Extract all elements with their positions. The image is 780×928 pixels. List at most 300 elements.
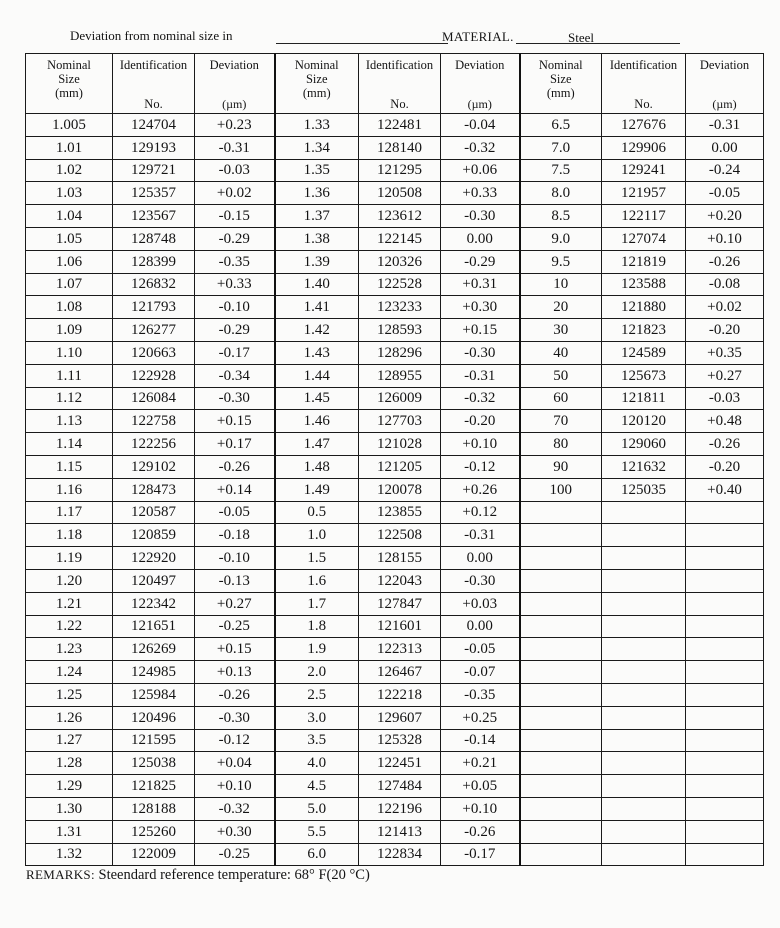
nominal-size-cell: 10 bbox=[520, 273, 602, 296]
nominal-size-cell: 90 bbox=[520, 455, 602, 478]
nominal-size-cell: 1.29 bbox=[26, 775, 113, 798]
nominal-size-cell: 1.32 bbox=[26, 843, 113, 866]
identification-no-cell: 129241 bbox=[602, 159, 686, 182]
identification-no-cell: 125260 bbox=[113, 820, 195, 843]
nominal-size-cell bbox=[520, 661, 602, 684]
identification-no-cell bbox=[602, 729, 686, 752]
identification-no-cell: 122528 bbox=[359, 273, 441, 296]
deviation-cell bbox=[686, 820, 764, 843]
deviation-cell: -0.24 bbox=[686, 159, 764, 182]
deviation-cell: -0.26 bbox=[195, 455, 275, 478]
identification-no-cell: 122218 bbox=[359, 683, 441, 706]
deviation-cell: -0.29 bbox=[441, 250, 520, 273]
nominal-size-cell: 1.5 bbox=[275, 547, 359, 570]
deviation-cell: -0.05 bbox=[441, 638, 520, 661]
deviation-cell: -0.30 bbox=[441, 341, 520, 364]
nominal-size-cell bbox=[520, 797, 602, 820]
table-row bbox=[26, 661, 764, 684]
identification-no-cell: 121651 bbox=[113, 615, 195, 638]
identification-no-cell bbox=[602, 501, 686, 524]
nominal-size-cell: 1.46 bbox=[275, 410, 359, 433]
deviation-cell: +0.15 bbox=[195, 638, 275, 661]
nominal-size-cell bbox=[520, 752, 602, 775]
deviation-cell: -0.20 bbox=[441, 410, 520, 433]
deviation-cell: -0.32 bbox=[441, 136, 520, 159]
identification-no-cell: 122009 bbox=[113, 843, 195, 866]
nominal-size-cell: 1.21 bbox=[26, 592, 113, 615]
deviation-cell: -0.12 bbox=[441, 455, 520, 478]
deviation-cell: +0.48 bbox=[686, 410, 764, 433]
identification-no-cell bbox=[602, 638, 686, 661]
identification-no-cell: 124985 bbox=[113, 661, 195, 684]
remarks-text: Steendard reference temperature: 68° F(20 °C) bbox=[98, 867, 370, 883]
table-row bbox=[26, 114, 764, 137]
identification-no-cell: 127847 bbox=[359, 592, 441, 615]
deviation-cell bbox=[686, 775, 764, 798]
identification-no-cell: 121880 bbox=[602, 296, 686, 319]
identification-no-cell: 120508 bbox=[359, 182, 441, 205]
header-nominal-line: Nominal bbox=[538, 58, 583, 72]
deviation-cell: -0.13 bbox=[195, 569, 275, 592]
identification-no-cell: 121825 bbox=[113, 775, 195, 798]
deviation-cell bbox=[686, 752, 764, 775]
header-identification: Identification bbox=[119, 58, 188, 72]
identification-no-cell: 123567 bbox=[113, 205, 195, 228]
identification-no-cell: 128473 bbox=[113, 478, 195, 501]
identification-no-cell: 122481 bbox=[359, 114, 441, 137]
deviation-cell: +0.23 bbox=[195, 114, 275, 137]
nominal-size-cell: 7.5 bbox=[520, 159, 602, 182]
deviation-cell: -0.03 bbox=[686, 387, 764, 410]
nominal-size-cell: 1.40 bbox=[275, 273, 359, 296]
nominal-size-cell: 6.5 bbox=[520, 114, 602, 137]
identification-no-cell: 121205 bbox=[359, 455, 441, 478]
deviation-cell: +0.15 bbox=[195, 410, 275, 433]
identification-no-cell bbox=[602, 524, 686, 547]
identification-no-cell: 128155 bbox=[359, 547, 441, 570]
table-row bbox=[26, 820, 764, 843]
material-blank-line bbox=[516, 43, 680, 44]
nominal-size-cell: 50 bbox=[520, 364, 602, 387]
deviation-cell: +0.03 bbox=[441, 592, 520, 615]
table-row bbox=[26, 387, 764, 410]
table-row bbox=[26, 843, 764, 866]
header-nominal-line: (mm) bbox=[546, 86, 575, 100]
nominal-size-cell: 1.27 bbox=[26, 729, 113, 752]
identification-no-cell: 126277 bbox=[113, 319, 195, 342]
deviation-cell: 0.00 bbox=[441, 615, 520, 638]
deviation-cell: -0.14 bbox=[441, 729, 520, 752]
nominal-size-cell: 3.5 bbox=[275, 729, 359, 752]
nominal-size-cell: 1.45 bbox=[275, 387, 359, 410]
identification-no-cell: 120496 bbox=[113, 706, 195, 729]
deviation-cell: 0.00 bbox=[441, 547, 520, 570]
deviation-cell: -0.31 bbox=[686, 114, 764, 137]
nominal-size-cell: 20 bbox=[520, 296, 602, 319]
identification-no-cell: 121601 bbox=[359, 615, 441, 638]
identification-no-cell: 126009 bbox=[359, 387, 441, 410]
nominal-size-cell: 1.13 bbox=[26, 410, 113, 433]
identification-no-cell: 120120 bbox=[602, 410, 686, 433]
header-identification-no bbox=[113, 54, 195, 114]
header-no: No. bbox=[144, 97, 163, 111]
deviation-cell: -0.29 bbox=[195, 319, 275, 342]
identification-no-cell: 129060 bbox=[602, 433, 686, 456]
nominal-size-cell: 6.0 bbox=[275, 843, 359, 866]
deviation-cell: -0.25 bbox=[195, 615, 275, 638]
nominal-size-cell: 1.16 bbox=[26, 478, 113, 501]
deviation-cell: +0.30 bbox=[441, 296, 520, 319]
identification-no-cell: 122834 bbox=[359, 843, 441, 866]
identification-no-cell: 121819 bbox=[602, 250, 686, 273]
nominal-size-cell: 30 bbox=[520, 319, 602, 342]
identification-no-cell bbox=[602, 569, 686, 592]
nominal-size-cell: 8.5 bbox=[520, 205, 602, 228]
nominal-size-cell bbox=[520, 638, 602, 661]
identification-no-cell: 120663 bbox=[113, 341, 195, 364]
nominal-size-cell: 1.005 bbox=[26, 114, 113, 137]
nominal-size-cell bbox=[520, 706, 602, 729]
deviation-cell bbox=[686, 797, 764, 820]
table-row bbox=[26, 250, 764, 273]
material-value: Steel bbox=[568, 30, 594, 45]
deviation-cell: +0.14 bbox=[195, 478, 275, 501]
nominal-size-cell: 1.31 bbox=[26, 820, 113, 843]
table-row bbox=[26, 136, 764, 159]
identification-no-cell: 124704 bbox=[113, 114, 195, 137]
table-row bbox=[26, 273, 764, 296]
deviation-cell: +0.21 bbox=[441, 752, 520, 775]
table-row bbox=[26, 547, 764, 570]
identification-no-cell: 122758 bbox=[113, 410, 195, 433]
deviation-cell: +0.35 bbox=[686, 341, 764, 364]
nominal-size-cell: 1.43 bbox=[275, 341, 359, 364]
identification-no-cell: 120078 bbox=[359, 478, 441, 501]
deviation-cell: -0.25 bbox=[195, 843, 275, 866]
table-row bbox=[26, 410, 764, 433]
nominal-size-cell: 1.47 bbox=[275, 433, 359, 456]
nominal-size-cell: 9.0 bbox=[520, 227, 602, 250]
deviation-cell: -0.34 bbox=[195, 364, 275, 387]
deviation-cell: -0.08 bbox=[686, 273, 764, 296]
identification-no-cell: 121811 bbox=[602, 387, 686, 410]
identification-no-cell: 127703 bbox=[359, 410, 441, 433]
nominal-size-cell: 1.20 bbox=[26, 569, 113, 592]
deviation-cell: +0.10 bbox=[441, 433, 520, 456]
nominal-size-cell: 1.42 bbox=[275, 319, 359, 342]
deviation-cell: +0.10 bbox=[195, 775, 275, 798]
deviation-cell: +0.02 bbox=[195, 182, 275, 205]
nominal-size-cell: 4.5 bbox=[275, 775, 359, 798]
table-row bbox=[26, 683, 764, 706]
identification-no-cell: 122145 bbox=[359, 227, 441, 250]
identification-no-cell: 128593 bbox=[359, 319, 441, 342]
sheet-header bbox=[26, 24, 766, 50]
deviation-cell: +0.12 bbox=[441, 501, 520, 524]
header-deviation-label: Deviation bbox=[699, 58, 750, 72]
deviation-cell: -0.30 bbox=[195, 706, 275, 729]
deviation-cell: -0.17 bbox=[195, 341, 275, 364]
nominal-size-cell bbox=[520, 843, 602, 866]
identification-no-cell: 127676 bbox=[602, 114, 686, 137]
identification-no-cell: 128188 bbox=[113, 797, 195, 820]
header-nominal-size bbox=[520, 54, 602, 114]
nominal-size-cell: 1.01 bbox=[26, 136, 113, 159]
header-nominal-size bbox=[26, 54, 113, 114]
nominal-size-cell: 1.05 bbox=[26, 227, 113, 250]
deviation-cell bbox=[686, 615, 764, 638]
identification-no-cell bbox=[602, 820, 686, 843]
nominal-size-cell: 1.09 bbox=[26, 319, 113, 342]
table-row bbox=[26, 364, 764, 387]
deviation-cell: 0.00 bbox=[441, 227, 520, 250]
deviation-cell: -0.32 bbox=[441, 387, 520, 410]
nominal-size-cell: 100 bbox=[520, 478, 602, 501]
deviation-table bbox=[25, 53, 764, 866]
deviation-cell: -0.10 bbox=[195, 296, 275, 319]
identification-no-cell: 123233 bbox=[359, 296, 441, 319]
nominal-size-cell: 1.15 bbox=[26, 455, 113, 478]
identification-no-cell: 128399 bbox=[113, 250, 195, 273]
identification-no-cell: 127074 bbox=[602, 227, 686, 250]
header-identification: Identification bbox=[365, 58, 434, 72]
identification-no-cell: 120326 bbox=[359, 250, 441, 273]
header-deviation-unit: (µm) bbox=[712, 97, 737, 111]
nominal-size-cell: 5.5 bbox=[275, 820, 359, 843]
nominal-size-cell: 1.9 bbox=[275, 638, 359, 661]
identification-no-cell: 128296 bbox=[359, 341, 441, 364]
header-identification: Identification bbox=[609, 58, 678, 72]
identification-no-cell bbox=[602, 661, 686, 684]
nominal-size-cell bbox=[520, 569, 602, 592]
deviation-cell: +0.27 bbox=[195, 592, 275, 615]
deviation-cell: +0.40 bbox=[686, 478, 764, 501]
nominal-size-cell: 0.5 bbox=[275, 501, 359, 524]
deviation-cell bbox=[686, 592, 764, 615]
deviation-cell: +0.17 bbox=[195, 433, 275, 456]
table-row bbox=[26, 638, 764, 661]
identification-no-cell: 123612 bbox=[359, 205, 441, 228]
nominal-size-cell: 1.11 bbox=[26, 364, 113, 387]
deviation-cell: -0.20 bbox=[686, 319, 764, 342]
identification-no-cell bbox=[602, 775, 686, 798]
nominal-size-cell bbox=[520, 501, 602, 524]
identification-no-cell bbox=[602, 592, 686, 615]
deviation-cell: -0.26 bbox=[686, 433, 764, 456]
identification-no-cell: 122920 bbox=[113, 547, 195, 570]
table-row bbox=[26, 341, 764, 364]
nominal-size-cell: 7.0 bbox=[520, 136, 602, 159]
nominal-size-cell bbox=[520, 820, 602, 843]
header-nominal-size bbox=[275, 54, 359, 114]
nominal-size-cell: 2.5 bbox=[275, 683, 359, 706]
deviation-cell: 0.00 bbox=[686, 136, 764, 159]
deviation-cell: +0.33 bbox=[195, 273, 275, 296]
table-row bbox=[26, 296, 764, 319]
identification-no-cell: 121028 bbox=[359, 433, 441, 456]
deviation-cell: +0.26 bbox=[441, 478, 520, 501]
deviation-cell: -0.35 bbox=[195, 250, 275, 273]
identification-no-cell: 120859 bbox=[113, 524, 195, 547]
nominal-size-cell: 1.34 bbox=[275, 136, 359, 159]
identification-no-cell bbox=[602, 706, 686, 729]
identification-no-cell: 123588 bbox=[602, 273, 686, 296]
header-deviation bbox=[686, 54, 764, 114]
identification-no-cell: 129721 bbox=[113, 159, 195, 182]
deviation-unit-label: Deviation from nominal size in bbox=[70, 28, 233, 43]
nominal-size-cell bbox=[520, 683, 602, 706]
remarks-label: REMARKS: bbox=[26, 867, 95, 882]
identification-no-cell: 122313 bbox=[359, 638, 441, 661]
table-row bbox=[26, 159, 764, 182]
identification-no-cell: 122117 bbox=[602, 205, 686, 228]
table-row bbox=[26, 797, 764, 820]
identification-no-cell: 122451 bbox=[359, 752, 441, 775]
remarks bbox=[26, 867, 370, 884]
nominal-size-cell bbox=[520, 547, 602, 570]
deviation-cell: -0.31 bbox=[441, 524, 520, 547]
deviation-unit-blank-line bbox=[276, 43, 448, 44]
deviation-cell: -0.30 bbox=[195, 387, 275, 410]
header-deviation-unit: (µm) bbox=[222, 97, 247, 111]
deviation-cell bbox=[686, 524, 764, 547]
nominal-size-cell bbox=[520, 524, 602, 547]
nominal-size-cell: 1.25 bbox=[26, 683, 113, 706]
deviation-cell: +0.31 bbox=[441, 273, 520, 296]
nominal-size-cell: 1.8 bbox=[275, 615, 359, 638]
identification-no-cell: 126084 bbox=[113, 387, 195, 410]
deviation-cell: -0.29 bbox=[195, 227, 275, 250]
nominal-size-cell: 1.07 bbox=[26, 273, 113, 296]
header-deviation-label: Deviation bbox=[209, 58, 259, 72]
nominal-size-cell: 3.0 bbox=[275, 706, 359, 729]
identification-no-cell: 125328 bbox=[359, 729, 441, 752]
table-row bbox=[26, 501, 764, 524]
table-row bbox=[26, 775, 764, 798]
identification-no-cell: 121295 bbox=[359, 159, 441, 182]
deviation-cell: +0.05 bbox=[441, 775, 520, 798]
deviation-cell: +0.13 bbox=[195, 661, 275, 684]
identification-no-cell bbox=[602, 797, 686, 820]
table-row bbox=[26, 706, 764, 729]
identification-no-cell bbox=[602, 547, 686, 570]
nominal-size-cell bbox=[520, 615, 602, 638]
identification-no-cell bbox=[602, 615, 686, 638]
nominal-size-cell: 9.5 bbox=[520, 250, 602, 273]
deviation-cell bbox=[686, 569, 764, 592]
identification-no-cell: 124589 bbox=[602, 341, 686, 364]
deviation-cell: -0.26 bbox=[686, 250, 764, 273]
deviation-cell: +0.33 bbox=[441, 182, 520, 205]
table-row bbox=[26, 455, 764, 478]
header-nominal-line: (mm) bbox=[302, 86, 331, 100]
nominal-size-cell: 8.0 bbox=[520, 182, 602, 205]
header-nominal-line: Size bbox=[58, 72, 80, 86]
nominal-size-cell: 2.0 bbox=[275, 661, 359, 684]
header-nominal-line: Nominal bbox=[294, 58, 339, 72]
deviation-cell: -0.30 bbox=[441, 205, 520, 228]
table-row bbox=[26, 569, 764, 592]
nominal-size-cell: 5.0 bbox=[275, 797, 359, 820]
deviation-cell: +0.04 bbox=[195, 752, 275, 775]
identification-no-cell: 126467 bbox=[359, 661, 441, 684]
identification-no-cell: 121413 bbox=[359, 820, 441, 843]
identification-no-cell: 123855 bbox=[359, 501, 441, 524]
nominal-size-cell: 1.48 bbox=[275, 455, 359, 478]
nominal-size-cell: 4.0 bbox=[275, 752, 359, 775]
nominal-size-cell: 1.03 bbox=[26, 182, 113, 205]
nominal-size-cell: 1.12 bbox=[26, 387, 113, 410]
nominal-size-cell: 1.44 bbox=[275, 364, 359, 387]
nominal-size-cell: 40 bbox=[520, 341, 602, 364]
nominal-size-cell: 1.36 bbox=[275, 182, 359, 205]
deviation-cell: -0.35 bbox=[441, 683, 520, 706]
deviation-cell: -0.10 bbox=[195, 547, 275, 570]
nominal-size-cell bbox=[520, 729, 602, 752]
table-row bbox=[26, 205, 764, 228]
deviation-cell: +0.30 bbox=[195, 820, 275, 843]
nominal-size-cell: 1.04 bbox=[26, 205, 113, 228]
material-label: MATERIAL. bbox=[442, 29, 514, 44]
deviation-cell bbox=[686, 661, 764, 684]
deviation-cell bbox=[686, 638, 764, 661]
identification-no-cell: 122508 bbox=[359, 524, 441, 547]
deviation-cell: +0.02 bbox=[686, 296, 764, 319]
table-row bbox=[26, 592, 764, 615]
identification-no-cell: 126832 bbox=[113, 273, 195, 296]
deviation-cell: -0.18 bbox=[195, 524, 275, 547]
deviation-cell: +0.20 bbox=[686, 205, 764, 228]
identification-no-cell: 122196 bbox=[359, 797, 441, 820]
identification-no-cell: 121793 bbox=[113, 296, 195, 319]
deviation-cell: +0.25 bbox=[441, 706, 520, 729]
deviation-cell: -0.03 bbox=[195, 159, 275, 182]
table-row bbox=[26, 182, 764, 205]
identification-no-cell: 122043 bbox=[359, 569, 441, 592]
header-identification-no bbox=[602, 54, 686, 114]
deviation-cell bbox=[686, 501, 764, 524]
identification-no-cell: 122342 bbox=[113, 592, 195, 615]
identification-no-cell: 121823 bbox=[602, 319, 686, 342]
header-nominal-line: (mm) bbox=[55, 86, 83, 100]
deviation-cell: -0.31 bbox=[195, 136, 275, 159]
identification-no-cell: 125038 bbox=[113, 752, 195, 775]
nominal-size-cell: 1.02 bbox=[26, 159, 113, 182]
identification-no-cell: 121595 bbox=[113, 729, 195, 752]
identification-no-cell: 127484 bbox=[359, 775, 441, 798]
nominal-size-cell: 1.30 bbox=[26, 797, 113, 820]
nominal-size-cell: 1.23 bbox=[26, 638, 113, 661]
table-row bbox=[26, 615, 764, 638]
table-row bbox=[26, 319, 764, 342]
nominal-size-cell: 1.33 bbox=[275, 114, 359, 137]
identification-no-cell: 125984 bbox=[113, 683, 195, 706]
deviation-cell: -0.26 bbox=[441, 820, 520, 843]
nominal-size-cell: 1.19 bbox=[26, 547, 113, 570]
table-row bbox=[26, 478, 764, 501]
identification-no-cell bbox=[602, 843, 686, 866]
deviation-cell: -0.32 bbox=[195, 797, 275, 820]
table-row bbox=[26, 227, 764, 250]
nominal-size-cell bbox=[520, 592, 602, 615]
header-deviation bbox=[195, 54, 275, 114]
header-nominal-line: Nominal bbox=[47, 58, 91, 72]
deviation-cell: -0.12 bbox=[195, 729, 275, 752]
deviation-cell: +0.10 bbox=[686, 227, 764, 250]
deviation-cell: +0.10 bbox=[441, 797, 520, 820]
nominal-size-cell: 1.39 bbox=[275, 250, 359, 273]
header-deviation bbox=[441, 54, 520, 114]
